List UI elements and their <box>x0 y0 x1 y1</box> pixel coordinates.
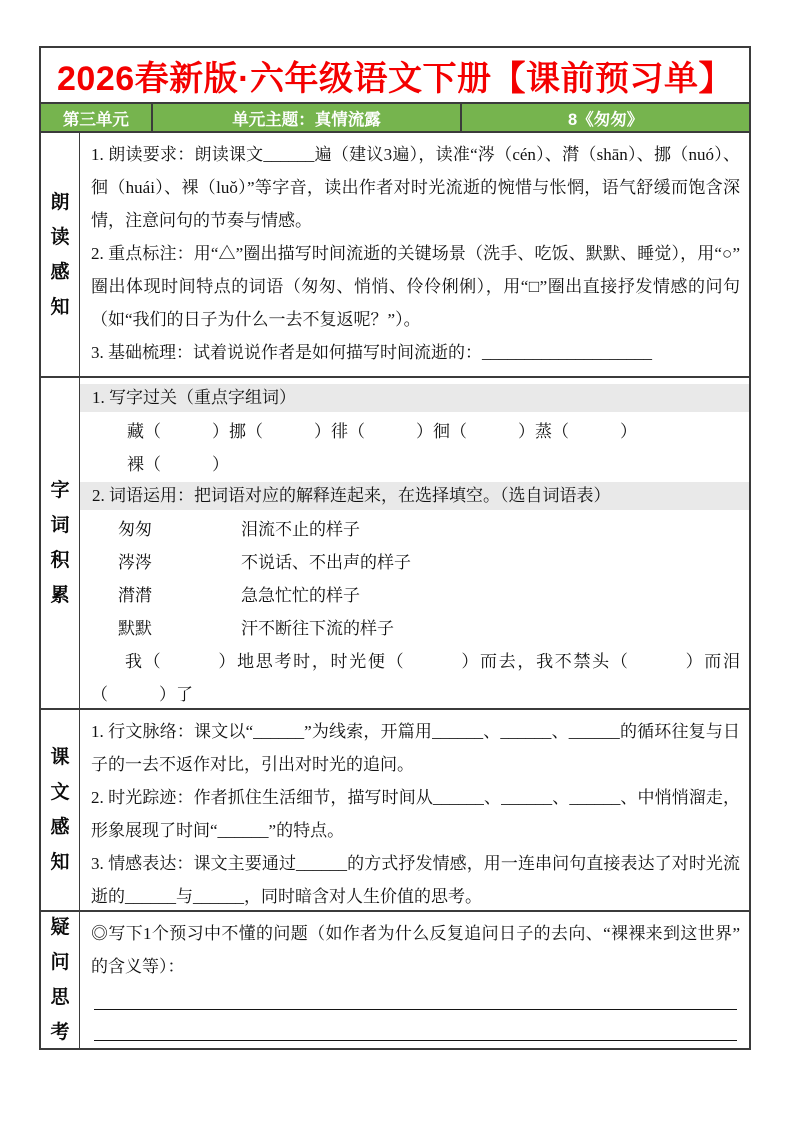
match-definition: 汗不断往下流的样子 <box>241 619 394 638</box>
match-row <box>91 612 740 645</box>
reading-item-2: 2. 重点标注：用“△”圈出描写时间流逝的关键场景（洗手、吃饭、默默、睡觉），用“○”圈出体现时间特点的词语（匆匆、悄悄、伶伶俐俐），用“□”圈出直接抒发情感的问句（如“我们的日子为什么一去不复返呢？”）。 <box>91 244 740 329</box>
section-content <box>80 378 749 708</box>
match-row <box>91 579 740 612</box>
match-row <box>91 513 740 546</box>
worksheet-title-row <box>41 48 749 104</box>
section-question-thinking <box>41 912 749 1048</box>
section-text-perception <box>41 710 749 912</box>
worksheet-page <box>39 46 751 1050</box>
match-definition: 不说话、不出声的样子 <box>241 553 411 572</box>
section-word-accumulation <box>41 378 749 710</box>
unit-theme: 单元主题：真情流露 <box>153 104 462 131</box>
match-word: 匆匆 <box>118 520 152 539</box>
match-definition: 泪流不止的样子 <box>241 520 360 539</box>
section-label-cell <box>41 133 80 376</box>
section-label: 课文感知 <box>50 747 70 873</box>
section-label-cell <box>41 710 80 910</box>
sense-item-1: 1. 行文脉络：课文以“______”为线索，开篇用______、______、______的循环往复与日子的一去不返作对比，引出对时光的追问。 <box>91 722 740 774</box>
section-label: 疑问思考 <box>50 917 70 1043</box>
lesson-title: 8《匆匆》 <box>568 110 644 129</box>
task1-header: 1. 写字过关（重点字组词） <box>80 384 749 412</box>
unit-header-bar <box>41 104 749 133</box>
reading-item-3: 3. 基础梳理：试着说说作者是如何描写时间流逝的：____________________ <box>91 343 652 362</box>
section-content <box>80 710 749 910</box>
match-word: 涔涔 <box>118 553 152 572</box>
page-title: 2026春新版·六年级语文下册【课前预习单】 <box>57 59 733 98</box>
unit-number: 第三单元 <box>41 104 153 131</box>
match-definition: 急急忙忙的样子 <box>241 586 360 605</box>
reading-item-1: 1. 朗读要求：朗读课文______遍（建议3遍），读准“涔（cén）、潸（shān）、挪（nuó）、徊（huái）、裸（luǒ）”等字音，读出作者对时光流逝的惋惜与怅惘，语气舒缓而饱含深情，注意问句的节奏与情感。 <box>91 145 740 230</box>
sense-item-2: 2. 时光踪迹：作者抓住生活细节，描写时间从______、______、______、中悄悄溜走，形象展现了时间“______”的特点。 <box>91 788 740 840</box>
fill-in-sentence: 我（ ）地思考时，时光便（ ）而去，我不禁头（ ）而泪（ ）了 <box>91 652 740 704</box>
match-word: 默默 <box>118 619 152 638</box>
match-row <box>91 546 740 579</box>
question-prompt: ◎写下1个预习中不懂的问题（如作者为什么反复追问日子的去向、“裸裸来到这世界”的含义等）： <box>91 924 740 976</box>
task2-header: 2. 词语运用：把词语对应的解释连起来，在选择填空。（选自词语表） <box>80 482 749 510</box>
section-content <box>80 912 749 1048</box>
answer-ruled-line <box>94 983 737 1010</box>
character-practice-line-1: 藏（ ）挪（ ）徘（ ）徊（ ）蒸（ ） <box>127 422 637 441</box>
section-label-cell <box>41 912 80 1048</box>
sense-item-3: 3. 情感表达：课文主要通过______的方式抒发情感，用一连串问句直接表达了对时光流逝的______与______，同时暗含对人生价值的思考。 <box>91 854 740 906</box>
section-label-cell <box>41 378 80 708</box>
character-practice-line-2: 裸（ ） <box>127 455 229 474</box>
match-word: 潸潸 <box>118 586 152 605</box>
section-content <box>80 133 749 376</box>
section-label: 字词积累 <box>50 480 70 606</box>
answer-ruled-line <box>94 1010 737 1041</box>
section-reading-perception <box>41 133 749 378</box>
section-label: 朗读感知 <box>50 191 70 318</box>
